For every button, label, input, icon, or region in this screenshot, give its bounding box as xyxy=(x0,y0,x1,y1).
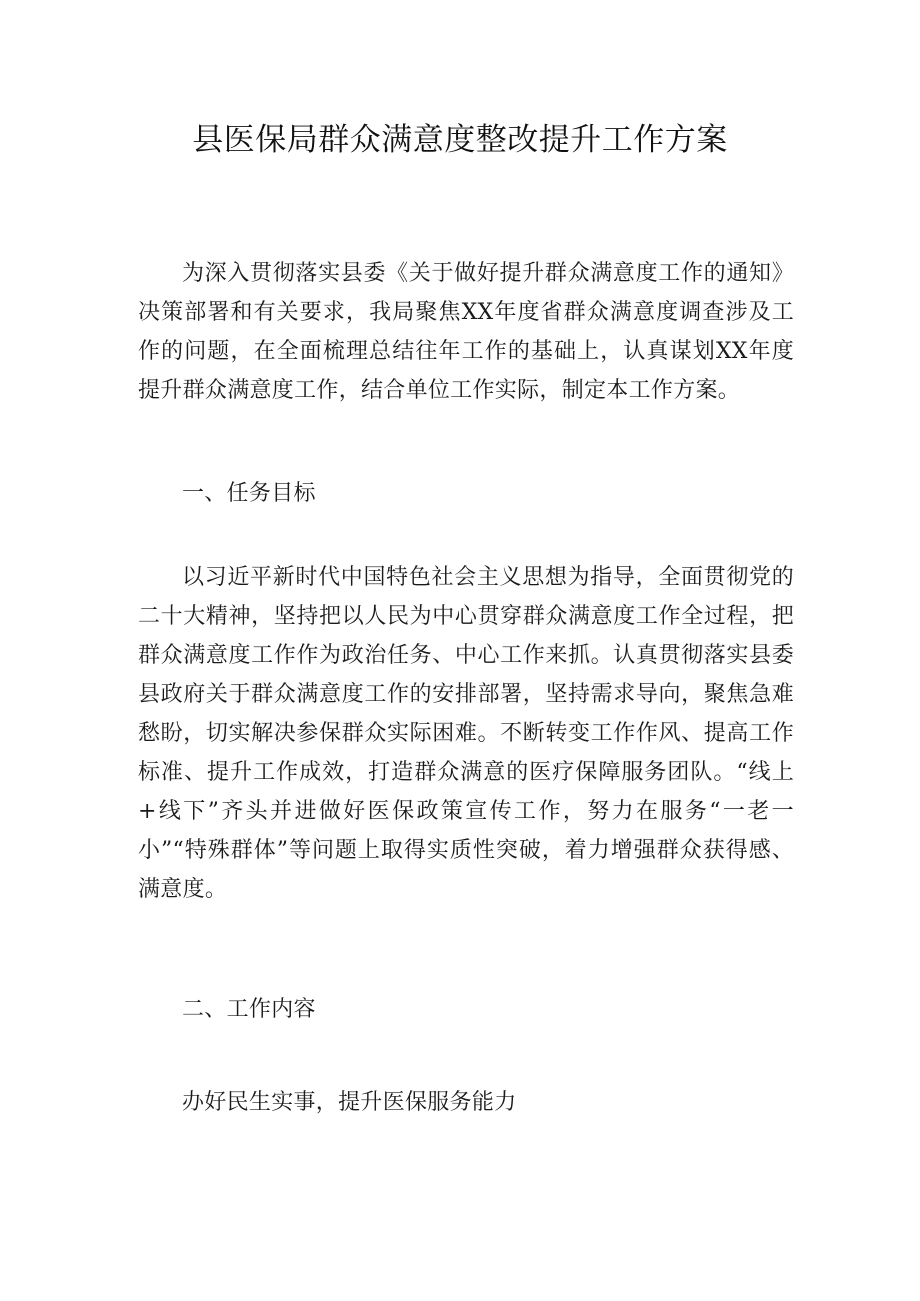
section-heading-work-content: 二、工作内容 xyxy=(182,997,316,1022)
task-goals-paragraph: 以习近平新时代中国特色社会主义思想为指导，全面贯彻党的二十大精神，坚持把以人民为中心贯穿群众满意度工作全过程，把群众满意度工作作为政治任务、中心工作来抓。认真贯彻落实县委县政府关于群众满意度工作的安排部署，坚持需求导向，聚焦急难愁盼，切实解决参保群众实际困难。不断转变工作作风、提高工作标准、提升工作成效，打造群众满意的医疗保障服务团队。“线上+线下”齐头并进做好医保政策宣传工作，努力在服务“一老一小”“特殊群体”等问题上取得实质性突破，着力增强群众获得感、满意度。 xyxy=(138,565,794,902)
section-heading-task-goals: 一、任务目标 xyxy=(182,481,316,506)
intro-paragraph: 为深入贯彻落实县委《关于做好提升群众满意度工作的通知》决策部署和有关要求，我局聚焦XX年度省群众满意度调查涉及工作的问题，在全面梳理总结往年工作的基础上，认真谋划XX年度提升群众满意度工作，结合单位工作实际，制定本工作方案。 xyxy=(138,261,794,403)
subsection-heading-livelihood: 办好民生实事，提升医保服务能力 xyxy=(182,1090,517,1115)
document-title: 县医保局群众满意度整改提升工作方案 xyxy=(192,122,728,158)
